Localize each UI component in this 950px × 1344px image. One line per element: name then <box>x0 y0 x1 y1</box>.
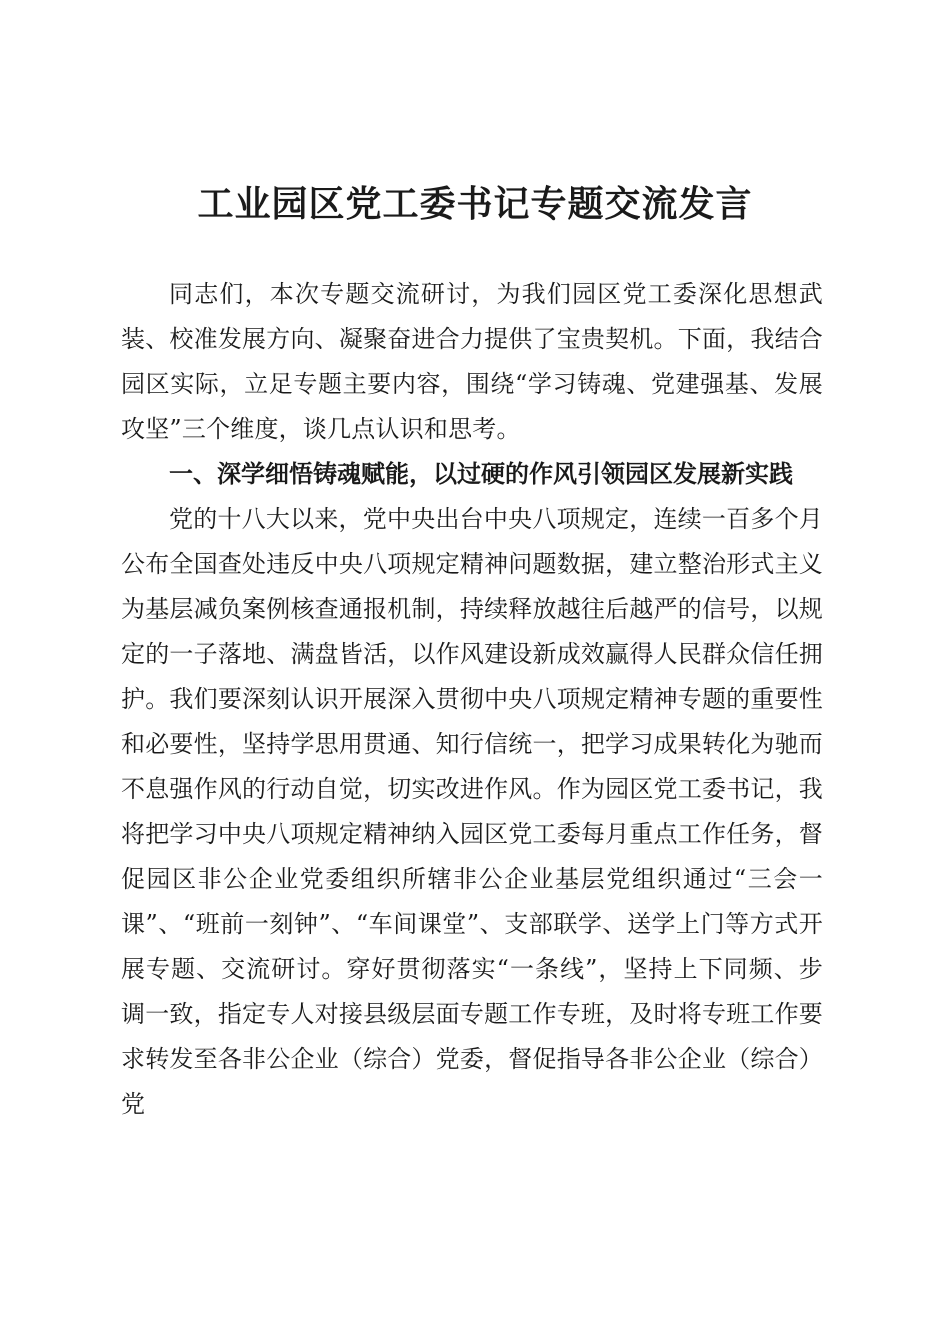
section-paragraph: 党的十八大以来，党中央出台中央八项规定，连续一百多个月公布全国查处违反中央八项规定精神问题数据，建立整治形式主义为基层减负案例核查通报机制，持续释放越往后越严的信号，以规定的一子落地、满盘皆活，以作风建设新成效赢得人民群众信任拥护。我们要深刻认识开展深入贯彻中央八项规定精神专题的重要性和必要性，坚持学思用贯通、知行信统一，把学习成果转化为驰而不息强作风的行动自觉，切实改进作风。作为园区党工委书记，我将把学习中央八项规定精神纳入园区党工委每月重点工作任务，督促园区非公企业党委组织所辖非公企业基层党组织通过“三会一课”、“班前一刻钟”、“车间课堂”、支部联学、送学上门等方式开展专题、交流研讨。穿好贯彻落实“一条线”，坚持上下同频、步调一致，指定专人对接县级层面专题工作专班，及时将专班工作要求转发至各非公企业（综合）党委，督促指导各非公企业（综合）党 <box>121 505 823 1118</box>
section-heading: 一、深学细悟铸魂赋能，以过硬的作风引领园区发展新实践 <box>169 460 793 488</box>
intro-paragraph: 同志们，本次专题交流研讨，为我们园区党工委深化思想武装、校准发展方向、凝聚奋进合力提供了宝贵契机。下面，我结合园区实际，立足专题主要内容，围绕“学习铸魂、党建强基、发展攻坚”三个维度，谈几点认识和思考。 <box>121 280 823 443</box>
document-title: 工业园区党工委书记专题交流发言 <box>197 183 753 225</box>
document-body <box>121 272 823 1127</box>
